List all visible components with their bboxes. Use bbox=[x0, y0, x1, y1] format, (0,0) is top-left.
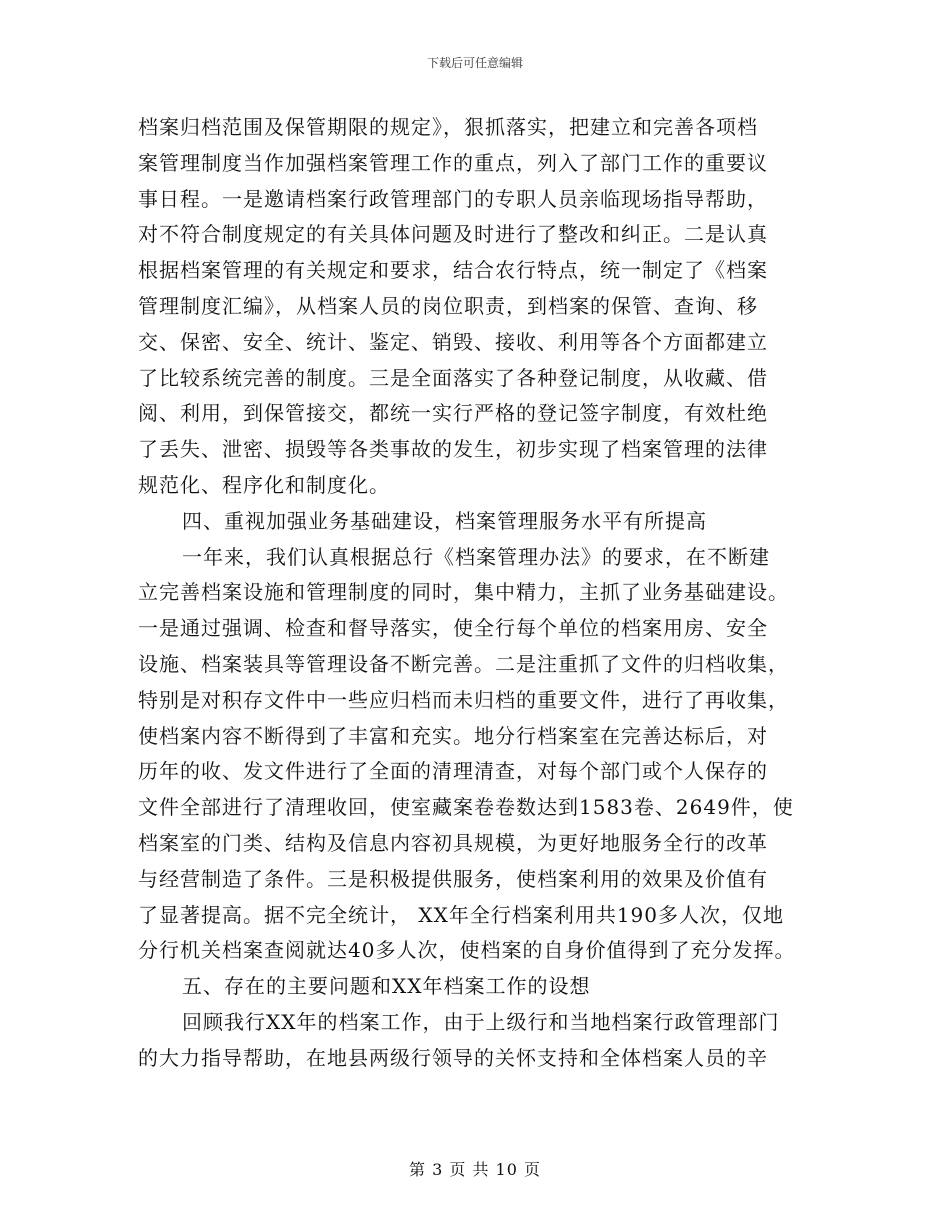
text-line: 管理制度汇编》，从档案人员的岗位职责，到档案的保管、查询、移 bbox=[138, 293, 758, 318]
text-line: 了显著提高。据不完全统计， XX年全行档案利用共190多人次，仅地 bbox=[138, 902, 785, 927]
text-line: 的大力指导帮助，在地县两级行领导的关怀支持和全体档案人员的辛 bbox=[138, 1045, 768, 1070]
text-line: 对不符合制度规定的有关具体问题及时进行了整改和纠正。二是认真 bbox=[138, 222, 768, 247]
text-line: 阅、利用，到保管接交，都统一实行严格的登记签字制度，有效杜绝 bbox=[138, 401, 768, 426]
text-line: 档案归档范围及保管期限的规定》，狠抓落实，把建立和完善各项档 bbox=[138, 115, 758, 139]
text-line: 分行机关档案查阅就达40多人次，使档案的自身价值得到了充分发挥。 bbox=[138, 938, 796, 963]
text-line: 了比较系统完善的制度。三是全面落实了各种登记制度，从收藏、借 bbox=[138, 365, 768, 390]
text-line: 五、存在的主要问题和XX年档案工作的设想 bbox=[182, 974, 591, 999]
text-line: 事日程。一是邀请档案行政管理部门的专职人员亲临现场指导帮助， bbox=[138, 186, 768, 211]
text-line: 四、重视加强业务基础建设，档案管理服务水平有所提高 bbox=[182, 508, 707, 533]
page-number: 第 3 页 共 10 页 bbox=[409, 1160, 541, 1179]
text-line: 了丢失、泄密、损毁等各类事故的发生，初步实现了档案管理的法律 bbox=[138, 437, 768, 462]
header-note: 下载后可任意编辑 bbox=[426, 56, 523, 70]
text-line: 特别是对积存文件中一些应归档而未归档的重要文件，进行了再收集， bbox=[138, 687, 789, 712]
text-line: 立完善档案设施和管理制度的同时，集中精力，主抓了业务基础建设。 bbox=[138, 580, 789, 605]
text-line: 根据档案管理的有关规定和要求，结合农行特点，统一制定了《档案 bbox=[138, 258, 768, 283]
document-body bbox=[138, 110, 818, 1077]
text-line: 文件全部进行了清理收回，使室藏案卷卷数达到1583卷、2649件，使 bbox=[138, 795, 794, 820]
text-line: 档案室的门类、结构及信息内容初具规模，为更好地服务全行的改革 bbox=[138, 830, 768, 855]
text-line: 案管理制度当作加强档案管理工作的重点，列入了部门工作的重要议 bbox=[138, 150, 768, 175]
text-line: 规范化、程序化和制度化。 bbox=[138, 472, 390, 497]
text-line: 与经营制造了条件。三是积极提供服务，使档案利用的效果及价值有 bbox=[138, 866, 768, 891]
text-line: 一是通过强调、检查和督导落实，使全行每个单位的档案用房、安全 bbox=[138, 616, 768, 641]
text-line: 交、保密、安全、统计、鉴定、销毁、接收、利用等各个方面都建立 bbox=[138, 329, 768, 354]
text-line: 使档案内容不断得到了丰富和充实。地分行档案室在完善达标后，对 bbox=[138, 723, 768, 748]
text-line: 回顾我行XX年的档案工作，由于上级行和当地档案行政管理部门 bbox=[182, 1009, 780, 1034]
text-line: 历年的收、发文件进行了全面的清理清查，对每个部门或个人保存的 bbox=[138, 759, 768, 784]
text-line: 一年来，我们认真根据总行《档案管理办法》的要求，在不断建 bbox=[182, 544, 770, 569]
text-line: 设施、档案装具等管理设备不断完善。二是注重抓了文件的归档收集， bbox=[138, 651, 789, 676]
